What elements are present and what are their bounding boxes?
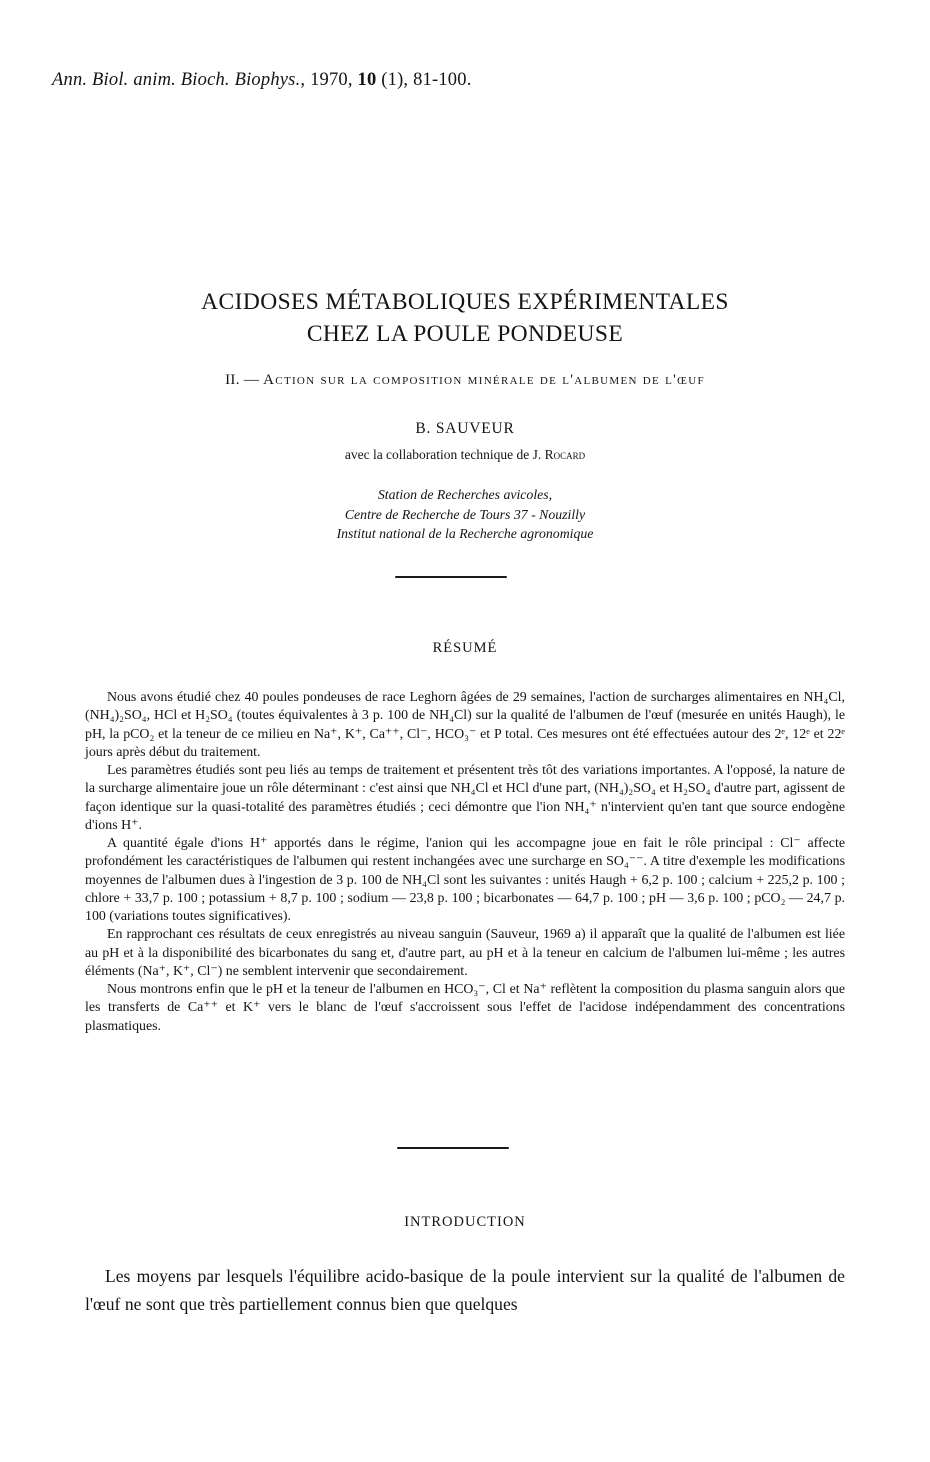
article-title-line-2: CHEZ LA POULE PONDEUSE [306,321,624,347]
citation-volume: 10 [357,70,377,90]
subtitle-text: Action sur la composition minérale de l'albumen de l'œuf [263,372,705,388]
abstract-paragraph: Nous avons étudié chez 40 poules pondeuses de race Leghorn âgées de 29 semaines, l'action de surcharges alimentaires en NH₄Cl, (NH₄)₂SO₄, HCl et H₂SO₄ (toutes équivalentes à 3 p. 100 de NH₄Cl) sur la qualité de l'albumen de l'œuf (mesurée en unités Haugh), le pH, la pCO₂ et la teneur de ce milieu en Na⁺, K⁺, Ca⁺⁺, Cl⁻, HCO₃⁻ et P total. Ces mesures ont été effectuées autour des 2ᵉ, 12ᵉ et 22ᵉ jours après début du traitement. [85,690,845,760]
article-subtitle [0,372,930,389]
collaboration-prefix: avec la collaboration technique de J. [344,447,545,462]
section-divider [395,576,507,578]
abstract-paragraph: A quantité égale d'ions H⁺ apportés dans le régime, l'anion qui les accompagne joue en fait le rôle principal : Cl⁻ affecte profondément les caractéristiques de l'albumen qui restent inchangées avec une surcharge en SO₄⁻⁻. A titre d'exemple les modifications moyennes de l'albumen dues à l'ingestion de 3 p. 100 de NH₄Cl sont les suivantes : unités Haugh + 6,2 p. 100 ; calcium + 225,2 p. 100 ; chlore + 33,7 p. 100 ; potassium + 8,7 p. 100 ; sodium — 23,8 p. 100 ; bicarbonates — 64,7 p. 100 ; pH — 3,6 p. 100 ; pCO₂ — 24,7 p. 100 (variations toutes significatives). [85,836,845,924]
journal-name: Ann. Biol. anim. Bioch. Biophys. [52,70,301,90]
subtitle-part-number: II. — [225,372,264,388]
introduction-body [85,1262,845,1318]
collaborator-name: Rocard [544,447,586,462]
affiliation-line-2: Centre de Recherche de Tours 37 - Nouzilly [344,507,586,522]
affiliation-line-3: Institut national de la Recherche agronomique [336,526,594,541]
technical-collaboration [0,447,930,463]
abstract-paragraph: Les paramètres étudiés sont peu liés au temps de traitement et présentent très tôt des variations importantes. A l'opposé, la nature de la surcharge alimentaire joue un rôle déterminant : c'est ainsi que NH₄Cl et HCl d'une part, (NH₄)₂SO₄ et H₂SO₄ d'autre part, agissent de façon identique sur la quasi-totalité des paramètres étudiés ; ceci démontre que l'ion NH₄⁺ n'intervient qu'en tant que source endogène d'ions H⁺. [85,763,845,833]
article-title-line-1: ACIDOSES MÉTABOLIQUES EXPÉRIMENTALES [201,289,729,315]
abstract-paragraph: En rapprochant ces résultats de ceux enregistrés au niveau sanguin (Sauveur, 1969 a) il apparaît que la qualité de l'albumen est liée au pH et à la disponibilité des bicarbonates du sang et, d'autre part, au pH et à la teneur en calcium de l'albumen lui-même ; les autres éléments (Na⁺, K⁺, Cl⁻) ne semblent intervenir que secondairement. [85,927,845,979]
introduction-heading: INTRODUCTION [404,1214,526,1230]
resume-abstract [85,689,845,1036]
section-divider [397,1147,509,1149]
resume-heading: RÉSUMÉ [432,640,498,656]
author-name: B. SAUVEUR [415,420,515,437]
introduction-paragraph: Les moyens par lesquels l'équilibre acido-basique de la poule intervient sur la qualité de l'albumen de l'œuf ne sont que très partiellement connus bien que quelques [85,1266,845,1314]
citation-issue-pages: (1), 81-100. [376,70,472,90]
journal-citation [52,70,472,91]
abstract-paragraph: Nous montrons enfin que le pH et la teneur de l'albumen en HCO₃⁻, Cl et Na⁺ reflètent la composition du plasma sanguin alors que les transferts de Ca⁺⁺ et K⁺ vers le blanc de l'œuf s'accroissent sous l'effet de l'acidose indépendamment des concentrations plasmatiques. [85,982,845,1034]
citation-year: , 1970, [300,70,358,90]
affiliation-line-1: Station de Recherches avicoles, [377,487,553,502]
